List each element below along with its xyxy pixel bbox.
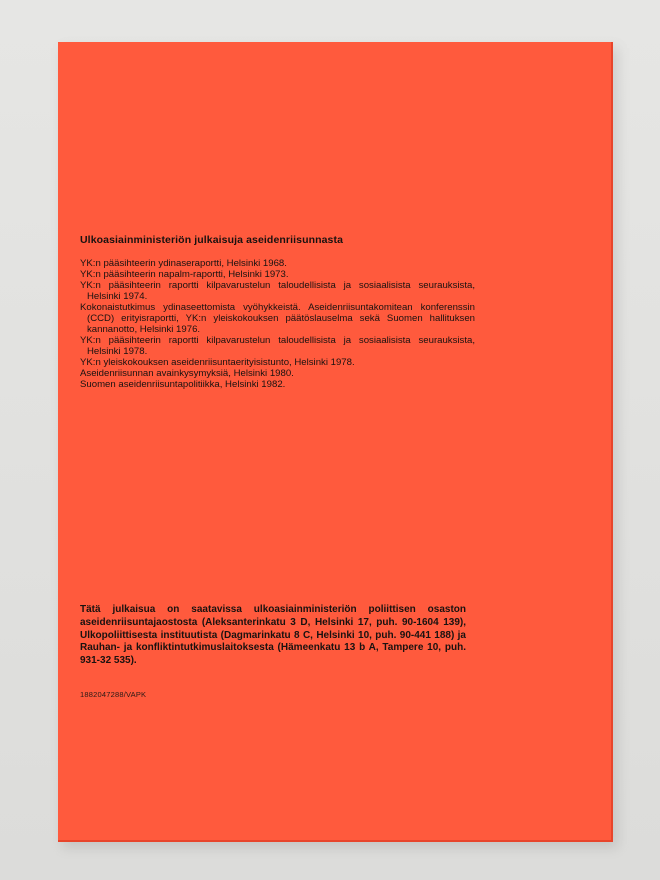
publications-list: [80, 258, 475, 390]
print-code: 1882047288/VAPK: [80, 690, 147, 699]
publications-heading: Ulkoasiainministeriön julkaisuja aseidenriisunnasta: [80, 234, 344, 246]
publication-item: Aseidenriisunnan avainkysymyksiä, Helsinki 1980.: [80, 368, 294, 379]
publications-section: [80, 234, 475, 390]
publication-item: Kokonaistutkimus ydinaseettomista vyöhykkeistä. Aseidenriisuntakomitean konferenssin (CCD) erityisraportti, YK:n yleiskokouksen päätöslauselma sekä Suomen hallituksen kannanotto, Helsinki 1976.: [80, 302, 475, 335]
publication-item: YK:n pääsihteerin napalm-raportti, Helsinki 1973.: [80, 269, 289, 280]
publication-item: YK:n pääsihteerin raportti kilpavarustelun taloudellisista ja sosiaalisista seurauksista, Helsinki 1978.: [80, 335, 475, 357]
publication-item: Suomen aseidenriisuntapolitiikka, Helsinki 1982.: [80, 379, 286, 390]
publication-item: YK:n yleiskokouksen aseidenriisuntaerityisistunto, Helsinki 1978.: [80, 357, 355, 368]
availability-notice: Tätä julkaisua on saatavissa ulkoasiainministeriön poliittisen osaston aseidenriisuntajaostosta (Aleksanterinkatu 3 D, Helsinki 17, puh. 90-1604 139), Ulkopoliittisesta instituutista (Dagmarinkatu 8 C, Helsinki 10, puh. 90-441 188) ja Rauhan- ja konfliktintutkimuslaitoksesta (Hämeenkatu 13 b A, Tampere 10, puh. 931-32 535).: [80, 604, 466, 667]
publication-item: YK:n pääsihteerin raportti kilpavarustelun taloudellisista ja sosiaalisista seurauksista, Helsinki 1974.: [80, 280, 475, 302]
publication-item: YK:n pääsihteerin ydinaseraportti, Helsinki 1968.: [80, 258, 287, 269]
book-back-cover: [58, 42, 613, 842]
